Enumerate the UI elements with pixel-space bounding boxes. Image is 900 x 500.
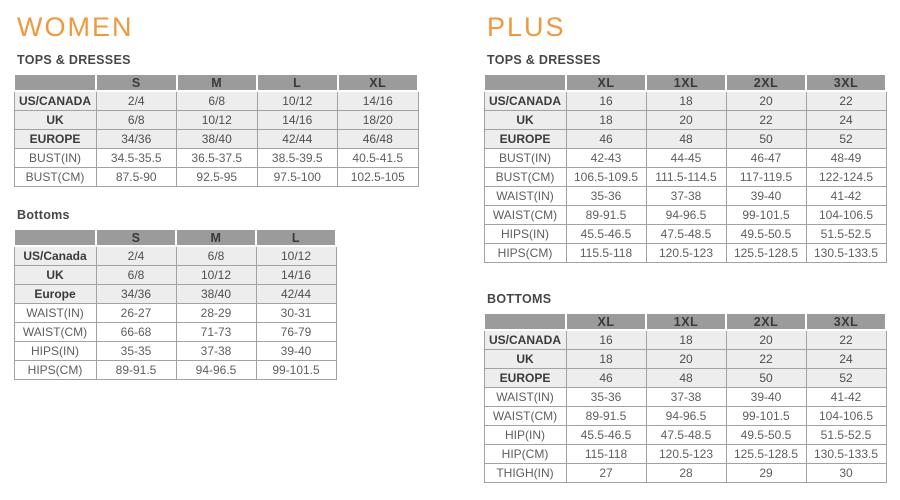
plus-bottoms-table: [483, 312, 893, 483]
value-cell: 28: [646, 464, 726, 483]
plus-tops-label: TOPS & DRESSES: [487, 53, 601, 67]
value-cell: 16: [566, 91, 646, 111]
value-cell: 46-47: [726, 149, 806, 168]
size-header-cell: XL: [338, 74, 419, 91]
size-header-cell: 3XL: [806, 313, 886, 330]
value-cell: 26-27: [96, 304, 176, 323]
size-header-cell: L: [256, 229, 336, 246]
value-cell: 24: [806, 111, 886, 130]
row-label-cell: UK: [14, 266, 96, 285]
value-cell: 14/16: [256, 266, 336, 285]
value-cell: 10/12: [176, 266, 256, 285]
value-cell: 99-101.5: [726, 407, 806, 426]
row-label-cell: WAIST(IN): [484, 187, 566, 206]
size-header-cell: 2XL: [726, 313, 806, 330]
size-header-cell: 1XL: [646, 313, 726, 330]
value-cell: 115.5-118: [566, 244, 646, 263]
women-title: WOMEN: [17, 12, 134, 42]
row-label-cell: HIPS(CM): [484, 244, 566, 263]
value-cell: 46: [566, 369, 646, 388]
table-row: [484, 350, 886, 369]
value-cell: 104-106.5: [806, 407, 886, 426]
value-cell: 41-42: [806, 388, 886, 407]
table-row: [14, 130, 418, 149]
plus-title: PLUS: [487, 12, 566, 42]
table-row: [484, 330, 886, 350]
corner-cell: [484, 313, 566, 330]
table-row: [14, 111, 418, 130]
table-row: [484, 407, 886, 426]
value-cell: 92.5-95: [177, 168, 258, 187]
value-cell: 34/36: [96, 285, 176, 304]
value-cell: 28-29: [176, 304, 256, 323]
value-cell: 38/40: [176, 285, 256, 304]
section-women: [13, 10, 433, 380]
row-label-cell: US/Canada: [14, 246, 96, 266]
row-label-cell: HIP(CM): [484, 445, 566, 464]
size-table: [13, 228, 337, 380]
table-row: [484, 225, 886, 244]
size-header-cell: M: [177, 74, 258, 91]
size-header-cell: 3XL: [806, 74, 886, 91]
value-cell: 20: [726, 330, 806, 350]
table-row: [484, 426, 886, 445]
row-label-cell: HIPS(IN): [484, 225, 566, 244]
value-cell: 66-68: [96, 323, 176, 342]
value-cell: 10/12: [257, 91, 338, 111]
value-cell: 38/40: [177, 130, 258, 149]
value-cell: 18: [646, 91, 726, 111]
value-cell: 42/44: [256, 285, 336, 304]
value-cell: 52: [806, 369, 886, 388]
value-cell: 45.5-46.5: [566, 426, 646, 445]
section-plus: [483, 10, 893, 483]
value-cell: 41-42: [806, 187, 886, 206]
value-cell: 130.5-133.5: [806, 244, 886, 263]
value-cell: 20: [646, 111, 726, 130]
row-label-cell: WAIST(IN): [14, 304, 96, 323]
value-cell: 49.5-50.5: [726, 225, 806, 244]
value-cell: 94-96.5: [646, 206, 726, 225]
value-cell: 51.5-52.5: [806, 225, 886, 244]
table-row: [14, 342, 336, 361]
value-cell: 87.5-90: [96, 168, 177, 187]
value-cell: 37-38: [176, 342, 256, 361]
table-row: [14, 323, 336, 342]
value-cell: 18: [646, 330, 726, 350]
plus-tops-table: [483, 73, 893, 263]
value-cell: 99-101.5: [726, 206, 806, 225]
table-row: [484, 244, 886, 263]
row-label-cell: US/CANADA: [14, 91, 96, 111]
size-header-cell: XL: [566, 74, 646, 91]
row-label-cell: WAIST(CM): [484, 206, 566, 225]
women-tops-label: TOPS & DRESSES: [17, 53, 131, 67]
value-cell: 2/4: [96, 246, 176, 266]
value-cell: 20: [726, 91, 806, 111]
header-row: [14, 74, 418, 91]
table-row: [484, 369, 886, 388]
value-cell: 111.5-114.5: [646, 168, 726, 187]
value-cell: 22: [806, 330, 886, 350]
table-row: [484, 206, 886, 225]
size-header-cell: 2XL: [726, 74, 806, 91]
value-cell: 10/12: [256, 246, 336, 266]
row-label-cell: BUST(IN): [14, 149, 96, 168]
value-cell: 34.5-35.5: [96, 149, 177, 168]
row-label-cell: UK: [484, 350, 566, 369]
women-bottoms-table: [13, 228, 433, 380]
table-row: [14, 285, 336, 304]
value-cell: 117-119.5: [726, 168, 806, 187]
value-cell: 37-38: [646, 388, 726, 407]
size-table: [483, 73, 887, 263]
value-cell: 16: [566, 330, 646, 350]
row-label-cell: HIP(IN): [484, 426, 566, 445]
women-tops-table: [13, 73, 433, 187]
value-cell: 51.5-52.5: [806, 426, 886, 445]
value-cell: 24: [806, 350, 886, 369]
header-row: [14, 229, 336, 246]
row-label-cell: BUST(CM): [14, 168, 96, 187]
row-label-cell: Europe: [14, 285, 96, 304]
value-cell: 47.5-48.5: [646, 426, 726, 445]
value-cell: 20: [646, 350, 726, 369]
value-cell: 44-45: [646, 149, 726, 168]
size-table: [483, 312, 887, 483]
row-label-cell: HIPS(IN): [14, 342, 96, 361]
row-label-cell: EUROPE: [484, 130, 566, 149]
table-row: [484, 130, 886, 149]
value-cell: 94-96.5: [176, 361, 256, 380]
table-row: [484, 464, 886, 483]
table-row: [484, 168, 886, 187]
value-cell: 115-118: [566, 445, 646, 464]
table-row: [14, 266, 336, 285]
value-cell: 97.5-100: [257, 168, 338, 187]
value-cell: 45.5-46.5: [566, 225, 646, 244]
value-cell: 89-91.5: [566, 206, 646, 225]
row-label-cell: WAIST(CM): [484, 407, 566, 426]
value-cell: 30: [806, 464, 886, 483]
table-row: [14, 91, 418, 111]
value-cell: 36.5-37.5: [177, 149, 258, 168]
value-cell: 37-38: [646, 187, 726, 206]
value-cell: 35-36: [566, 187, 646, 206]
corner-cell: [14, 229, 96, 246]
size-table: [13, 73, 419, 187]
table-row: [484, 91, 886, 111]
value-cell: 6/8: [177, 91, 258, 111]
row-label-cell: HIPS(CM): [14, 361, 96, 380]
value-cell: 42-43: [566, 149, 646, 168]
table-row: [14, 304, 336, 323]
value-cell: 125.5-128.5: [726, 445, 806, 464]
row-label-cell: UK: [14, 111, 96, 130]
corner-cell: [14, 74, 96, 91]
value-cell: 14/16: [338, 91, 419, 111]
value-cell: 22: [726, 350, 806, 369]
row-label-cell: US/CANADA: [484, 330, 566, 350]
value-cell: 29: [726, 464, 806, 483]
value-cell: 94-96.5: [646, 407, 726, 426]
value-cell: 6/8: [96, 266, 176, 285]
value-cell: 102.5-105: [338, 168, 419, 187]
header-row: [484, 74, 886, 91]
value-cell: 14/16: [257, 111, 338, 130]
table-row: [14, 168, 418, 187]
value-cell: 27: [566, 464, 646, 483]
row-label-cell: EUROPE: [14, 130, 96, 149]
table-row: [484, 187, 886, 206]
value-cell: 99-101.5: [256, 361, 336, 380]
value-cell: 46: [566, 130, 646, 149]
value-cell: 122-124.5: [806, 168, 886, 187]
table-row: [14, 361, 336, 380]
value-cell: 22: [726, 111, 806, 130]
value-cell: 71-73: [176, 323, 256, 342]
table-row: [484, 149, 886, 168]
row-label-cell: WAIST(CM): [14, 323, 96, 342]
value-cell: 35-35: [96, 342, 176, 361]
value-cell: 18: [566, 111, 646, 130]
size-header-cell: S: [96, 229, 176, 246]
value-cell: 30-31: [256, 304, 336, 323]
value-cell: 6/8: [176, 246, 256, 266]
row-label-cell: WAIST(IN): [484, 388, 566, 407]
value-cell: 40.5-41.5: [338, 149, 419, 168]
value-cell: 39-40: [726, 388, 806, 407]
value-cell: 48: [646, 369, 726, 388]
value-cell: 38.5-39.5: [257, 149, 338, 168]
corner-cell: [484, 74, 566, 91]
value-cell: 76-79: [256, 323, 336, 342]
row-label-cell: BUST(CM): [484, 168, 566, 187]
value-cell: 39-40: [726, 187, 806, 206]
row-label-cell: US/CANADA: [484, 91, 566, 111]
value-cell: 52: [806, 130, 886, 149]
size-header-cell: S: [96, 74, 177, 91]
size-header-cell: L: [257, 74, 338, 91]
value-cell: 47.5-48.5: [646, 225, 726, 244]
row-label-cell: UK: [484, 111, 566, 130]
value-cell: 18/20: [338, 111, 419, 130]
table-row: [484, 388, 886, 407]
value-cell: 104-106.5: [806, 206, 886, 225]
women-bottoms-label: Bottoms: [17, 208, 70, 222]
value-cell: 89-91.5: [96, 361, 176, 380]
value-cell: 2/4: [96, 91, 177, 111]
value-cell: 10/12: [177, 111, 258, 130]
table-row: [14, 246, 336, 266]
row-label-cell: THIGH(IN): [484, 464, 566, 483]
value-cell: 125.5-128.5: [726, 244, 806, 263]
row-label-cell: EUROPE: [484, 369, 566, 388]
value-cell: 48-49: [806, 149, 886, 168]
value-cell: 50: [726, 130, 806, 149]
size-header-cell: XL: [566, 313, 646, 330]
value-cell: 49.5-50.5: [726, 426, 806, 445]
size-header-cell: M: [176, 229, 256, 246]
header-row: [484, 313, 886, 330]
size-header-cell: 1XL: [646, 74, 726, 91]
table-row: [14, 149, 418, 168]
value-cell: 34/36: [96, 130, 177, 149]
value-cell: 42/44: [257, 130, 338, 149]
value-cell: 35-36: [566, 388, 646, 407]
value-cell: 50: [726, 369, 806, 388]
row-label-cell: BUST(IN): [484, 149, 566, 168]
value-cell: 46/48: [338, 130, 419, 149]
value-cell: 120.5-123: [646, 445, 726, 464]
value-cell: 106.5-109.5: [566, 168, 646, 187]
value-cell: 48: [646, 130, 726, 149]
table-row: [484, 445, 886, 464]
table-row: [484, 111, 886, 130]
value-cell: 22: [806, 91, 886, 111]
value-cell: 89-91.5: [566, 407, 646, 426]
value-cell: 18: [566, 350, 646, 369]
value-cell: 120.5-123: [646, 244, 726, 263]
value-cell: 130.5-133.5: [806, 445, 886, 464]
value-cell: 6/8: [96, 111, 177, 130]
value-cell: 39-40: [256, 342, 336, 361]
plus-bottoms-label: BOTTOMS: [487, 292, 552, 306]
